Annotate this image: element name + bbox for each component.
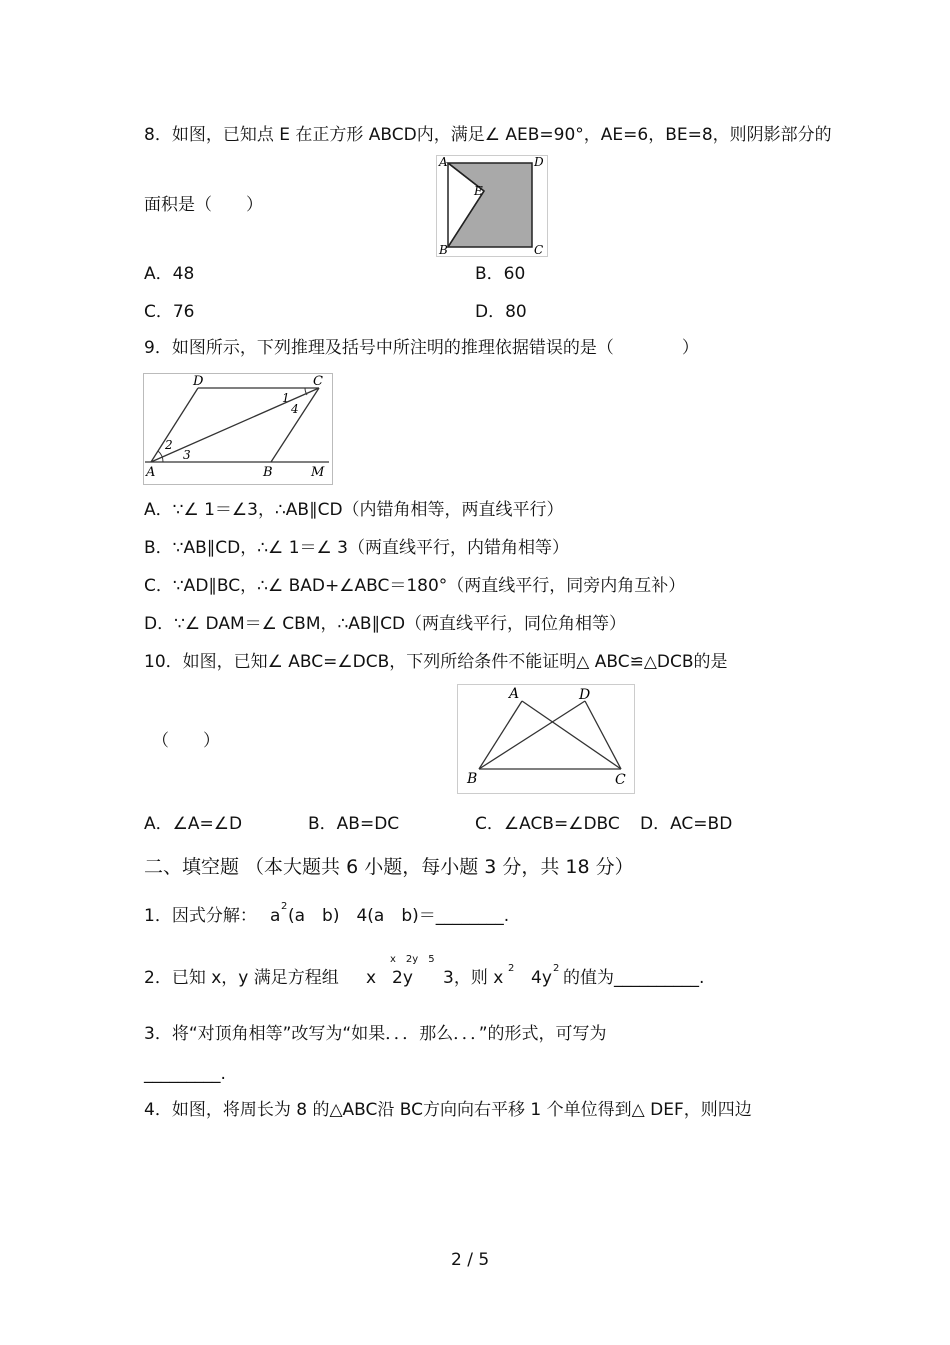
f3-answer-blank: _________.: [144, 1064, 226, 1084]
q9-option-c: C．∵AD∥BC，∴∠ BAD+∠ABC＝180°（两直线平行，同旁内角互补）: [144, 576, 686, 596]
q9-label-d: D: [193, 374, 204, 389]
f2-system-x: x: [366, 968, 377, 988]
q8-option-c: C．76: [144, 302, 195, 322]
q9-angle-1: 1: [282, 391, 290, 405]
q9-option-a: A．∵∠ 1＝∠3，∴AB∥CD（内错角相等，两直线平行）: [144, 500, 564, 520]
f2-suffix: 的值为__________.: [563, 968, 705, 988]
f4-line1: 4．如图，将周长为 8 的△ABC沿 BC方向向右平移 1 个单位得到△ DEF，则四边: [144, 1100, 752, 1120]
f1-exponent: 2: [281, 901, 288, 912]
f2-exponent-2: 2: [553, 963, 560, 974]
f1-prefix: 1．因式分解：: [144, 906, 257, 926]
page-number: 2 / 5: [451, 1250, 490, 1270]
q9-label-m: M: [311, 465, 325, 480]
q10-stem-line1: 10．如图，已知∠ ABC=∠DCB，下列所给条件不能证明△ ABC≌△DCB的是: [144, 652, 728, 672]
q10-label-d: D: [579, 687, 591, 703]
q9-label-a: A: [146, 465, 156, 480]
f1-expr-a: a: [270, 906, 281, 926]
q9-stem: 9．如图所示，下列推理及括号中所注明的推理依据错误的是（ ）: [144, 338, 699, 358]
q8-label-c: C: [534, 243, 544, 257]
q8-option-a: A．48: [144, 264, 195, 284]
q8-option-b: B．60: [475, 264, 526, 284]
f2-middle: 4y: [531, 968, 552, 988]
f2-system-bottom: 2y: [392, 968, 413, 988]
q8-stem-line1: 8．如图，已知点 E 在正方形 ABCD内，满足∠ AEB=90°，AE=6，BE=8，则阴影部分的: [144, 125, 832, 145]
q8-label-e: E: [474, 184, 483, 198]
section2-title: 二、填空题 （本大题共 6 小题，每小题 3 分，共 18 分）: [144, 856, 634, 878]
q8-label-d: D: [534, 155, 544, 169]
f2-prefix: 2．已知 x，y 满足方程组: [144, 968, 339, 988]
f2-three: 3，则 x: [443, 968, 504, 988]
f2-system-top: x 2y 5: [390, 954, 435, 965]
q8-stem-line2: 面积是（ ）: [144, 195, 263, 215]
q9-figure: [143, 373, 333, 485]
q9-option-b: B．∵AB∥CD，∴∠ 1＝∠ 3（两直线平行，内错角相等）: [144, 538, 569, 558]
q10-label-b: B: [467, 771, 478, 787]
q8-label-b: B: [439, 243, 448, 257]
q8-option-d: D．80: [475, 302, 527, 322]
q8-figure: [436, 155, 548, 257]
q10-figure: [457, 684, 635, 794]
q10-option-c: C．∠ACB=∠DBC: [475, 814, 620, 834]
q9-angle-3: 3: [183, 448, 191, 462]
q9-label-c: C: [313, 374, 323, 389]
q10-option-a: A．∠A=∠D: [144, 814, 243, 834]
q10-label-a: A: [509, 686, 520, 702]
q9-option-d: D．∵∠ DAM＝∠ CBM，∴AB∥CD（两直线平行，同位角相等）: [144, 614, 627, 634]
q10-label-c: C: [615, 772, 626, 788]
f2-exponent-1: 2: [508, 963, 515, 974]
q10-option-b: B．AB=DC: [308, 814, 400, 834]
q10-option-d: D．AC=BD: [640, 814, 733, 834]
q9-angle-2: 2: [165, 438, 173, 452]
f1-expr-rest: (a b) 4(a b)＝________.: [288, 906, 510, 926]
q9-label-b: B: [263, 465, 273, 480]
q9-angle-4: 4: [291, 402, 299, 416]
f3-line1: 3．将“对顶角相等”改写为“如果．．．那么．．．”的形式，可写为: [144, 1024, 607, 1044]
q8-label-a: A: [439, 155, 448, 169]
q10-stem-line2: （ ）: [152, 731, 220, 751]
